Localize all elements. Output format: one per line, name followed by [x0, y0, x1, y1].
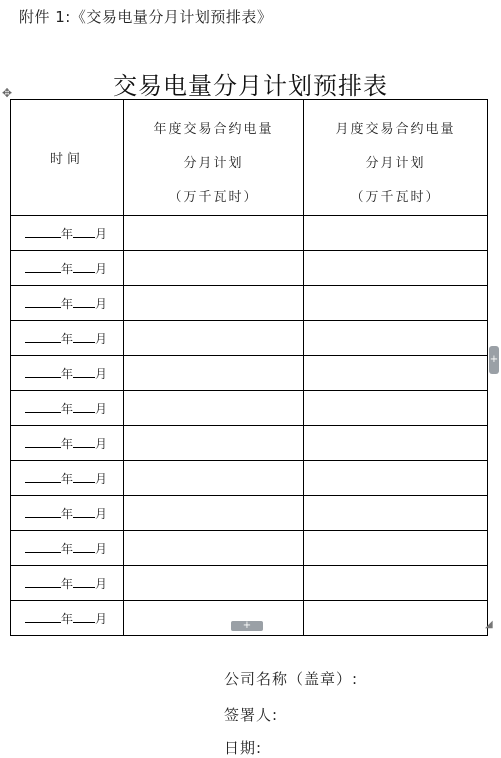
year-blank[interactable]	[25, 540, 61, 553]
year-suffix: 年	[60, 296, 73, 311]
monthly-plan-header	[304, 100, 488, 216]
annual-plan-cell[interactable]	[124, 216, 304, 251]
month-blank[interactable]	[73, 365, 95, 378]
monthly-header-unit: （万千瓦时）	[350, 190, 441, 205]
monthly-plan-cell[interactable]	[304, 426, 488, 461]
table-move-handle-icon[interactable]: ✥	[1, 86, 13, 100]
month-blank[interactable]	[73, 575, 95, 588]
year-suffix: 年	[60, 576, 73, 591]
annual-plan-cell[interactable]	[124, 286, 304, 321]
year-blank[interactable]	[25, 330, 61, 343]
date-cell[interactable]	[11, 286, 124, 321]
signer-label: 签署人:	[224, 706, 279, 724]
month-suffix: 月	[94, 261, 107, 276]
month-blank[interactable]	[73, 400, 95, 413]
table-row	[11, 216, 488, 251]
date-cell[interactable]	[11, 531, 124, 566]
month-suffix: 月	[94, 471, 107, 486]
month-blank[interactable]	[73, 610, 95, 623]
year-suffix: 年	[60, 401, 73, 416]
company-name-seal-label: 公司名称（盖章）:	[224, 670, 359, 688]
table-row	[11, 251, 488, 286]
month-blank[interactable]	[73, 435, 95, 448]
year-blank[interactable]	[25, 400, 61, 413]
month-blank[interactable]	[73, 330, 95, 343]
date-cell[interactable]	[11, 461, 124, 496]
year-blank[interactable]	[25, 610, 61, 623]
year-suffix: 年	[60, 261, 73, 276]
year-blank[interactable]	[25, 435, 61, 448]
month-blank[interactable]	[73, 540, 95, 553]
month-suffix: 月	[94, 506, 107, 521]
monthly-plan-cell[interactable]	[304, 216, 488, 251]
year-suffix: 年	[60, 436, 73, 451]
table-resize-corner-icon[interactable]: ◢	[485, 619, 493, 630]
monthly-plan-cell[interactable]	[304, 531, 488, 566]
date-cell[interactable]	[11, 251, 124, 286]
month-suffix: 月	[94, 296, 107, 311]
table-header-row	[11, 100, 488, 216]
month-suffix: 月	[94, 366, 107, 381]
annual-plan-cell[interactable]	[124, 426, 304, 461]
date-cell[interactable]	[11, 321, 124, 356]
year-blank[interactable]	[25, 470, 61, 483]
table-row	[11, 356, 488, 391]
year-blank[interactable]	[25, 575, 61, 588]
add-row-plus-icon[interactable]: +	[231, 621, 263, 631]
annual-plan-cell[interactable]	[124, 321, 304, 356]
month-blank[interactable]	[73, 225, 95, 238]
table-row	[11, 461, 488, 496]
monthly-plan-cell[interactable]	[304, 321, 488, 356]
month-suffix: 月	[94, 331, 107, 346]
month-suffix: 月	[94, 576, 107, 591]
date-label: 日期:	[224, 739, 263, 757]
monthly-plan-cell[interactable]	[304, 356, 488, 391]
document-title: 交易电量分月计划预排表	[113, 72, 388, 100]
month-blank[interactable]	[73, 505, 95, 518]
month-suffix: 月	[94, 436, 107, 451]
annual-plan-cell[interactable]	[124, 391, 304, 426]
table-row	[11, 426, 488, 461]
annual-plan-cell[interactable]	[124, 356, 304, 391]
monthly-plan-cell[interactable]	[304, 496, 488, 531]
annual-plan-cell[interactable]	[124, 531, 304, 566]
monthly-plan-table	[10, 99, 488, 636]
annual-plan-header	[124, 100, 304, 216]
year-suffix: 年	[60, 331, 73, 346]
monthly-header-line-1: 月度交易合约电量	[335, 122, 456, 137]
monthly-plan-cell[interactable]	[304, 566, 488, 601]
month-blank[interactable]	[73, 260, 95, 273]
year-suffix: 年	[60, 471, 73, 486]
month-blank[interactable]	[73, 295, 95, 308]
table-row	[11, 496, 488, 531]
year-blank[interactable]	[25, 295, 61, 308]
year-blank[interactable]	[25, 225, 61, 238]
table-row	[11, 391, 488, 426]
monthly-plan-cell[interactable]	[304, 601, 488, 636]
annual-plan-cell[interactable]	[124, 461, 304, 496]
month-blank[interactable]	[73, 470, 95, 483]
year-blank[interactable]	[25, 260, 61, 273]
attachment-label: 附件 1:《交易电量分月计划预排表》	[19, 8, 273, 26]
month-suffix: 月	[94, 611, 107, 626]
date-cell[interactable]	[11, 391, 124, 426]
table-row	[11, 566, 488, 601]
monthly-plan-cell[interactable]	[304, 251, 488, 286]
plan-table-container	[10, 99, 488, 636]
annual-header-line-1: 年度交易合约电量	[153, 122, 274, 137]
annual-header-line-2: 分月计划	[183, 156, 244, 171]
monthly-plan-cell[interactable]	[304, 391, 488, 426]
month-suffix: 月	[94, 226, 107, 241]
date-cell[interactable]	[11, 216, 124, 251]
table-row	[11, 286, 488, 321]
date-cell[interactable]	[11, 566, 124, 601]
year-suffix: 年	[60, 226, 73, 241]
year-suffix: 年	[60, 506, 73, 521]
year-suffix: 年	[60, 611, 73, 626]
annual-plan-cell[interactable]	[124, 601, 304, 636]
monthly-plan-cell[interactable]	[304, 461, 488, 496]
monthly-header-line-2: 分月计划	[365, 156, 426, 171]
annual-plan-cell[interactable]	[124, 251, 304, 286]
date-cell[interactable]	[11, 356, 124, 391]
time-header: 时间	[11, 100, 124, 216]
table-row	[11, 321, 488, 356]
month-suffix: 月	[94, 401, 107, 416]
date-cell[interactable]	[11, 426, 124, 461]
year-blank[interactable]	[25, 365, 61, 378]
date-cell[interactable]	[11, 496, 124, 531]
year-suffix: 年	[60, 366, 73, 381]
monthly-plan-cell[interactable]	[304, 286, 488, 321]
add-column-plus-icon[interactable]: +	[489, 346, 499, 374]
date-cell[interactable]	[11, 601, 124, 636]
annual-plan-cell[interactable]	[124, 566, 304, 601]
month-suffix: 月	[94, 541, 107, 556]
annual-plan-cell[interactable]	[124, 496, 304, 531]
year-blank[interactable]	[25, 505, 61, 518]
year-suffix: 年	[60, 541, 73, 556]
table-row	[11, 531, 488, 566]
annual-header-unit: （万千瓦时）	[168, 190, 259, 205]
